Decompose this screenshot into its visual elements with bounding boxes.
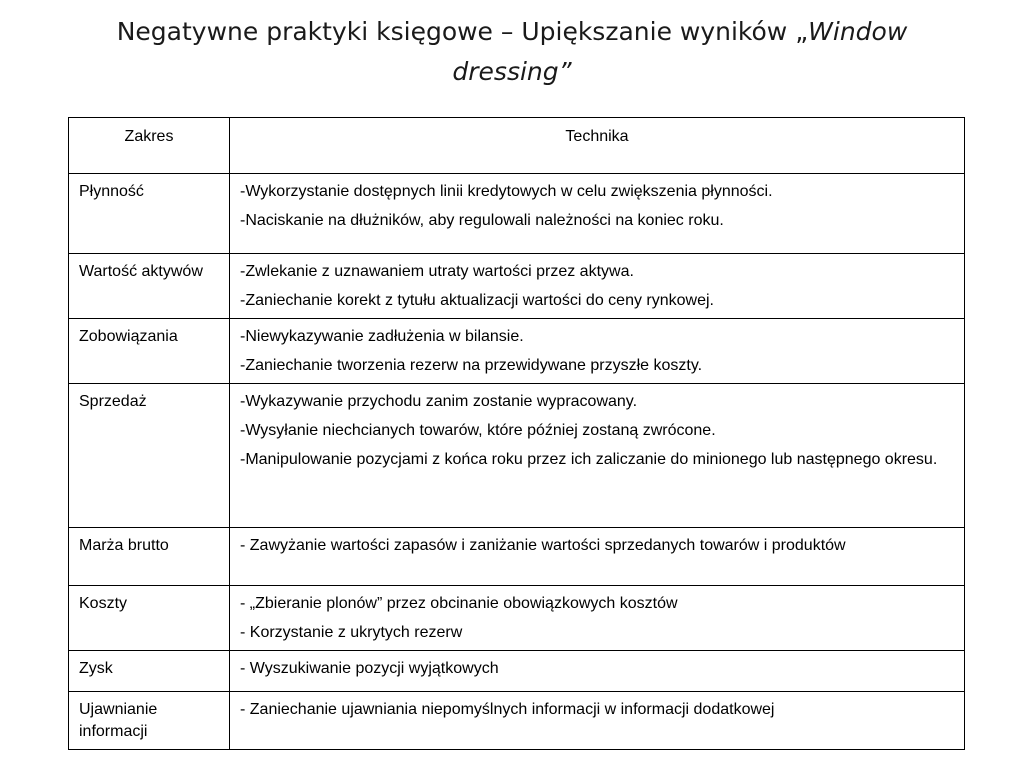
technique-line: -Zwlekanie z uznawaniem utraty wartości przez aktywa.	[240, 263, 634, 280]
scope-cell: Marża brutto	[69, 528, 230, 586]
page-title	[60, 12, 964, 92]
technique-cell	[230, 586, 965, 651]
table-row	[69, 319, 965, 384]
table-row	[69, 586, 965, 651]
technique-line: - Zawyżanie wartości zapasów i zaniżanie wartości sprzedanych towarów i produktów	[240, 537, 846, 554]
technique-line: -Naciskanie na dłużników, aby regulowali należności na koniec roku.	[240, 212, 724, 229]
technique-line: - „Zbieranie plonów” przez obcinanie obowiązkowych kosztów	[240, 595, 678, 612]
scope-cell: Ujawnianie informacji	[69, 692, 230, 750]
table-row	[69, 174, 965, 254]
technique-line: -Manipulowanie pozycjami z końca roku przez ich zaliczanie do minionego lub następnego okresu.	[240, 451, 938, 468]
title-main: Negatywne praktyki księgowe – Upiększanie wyników „	[116, 17, 809, 46]
technique-line: - Korzystanie z ukrytych rezerw	[240, 624, 463, 641]
technique-line: - Zaniechanie ujawniania niepomyślnych informacji w informacji dodatkowej	[240, 701, 775, 718]
technique-cell	[230, 319, 965, 384]
table-header-row	[69, 118, 965, 174]
table-row	[69, 692, 965, 750]
header-scope: Zakres	[69, 118, 230, 174]
technique-cell	[230, 174, 965, 254]
practices-table	[68, 117, 965, 750]
technique-line: -Wysyłanie niechcianych towarów, które później zostaną zwrócone.	[240, 422, 716, 439]
title-italic: Window dressing”	[452, 17, 908, 86]
table-row	[69, 651, 965, 692]
table-row	[69, 528, 965, 586]
technique-line: -Wykazywanie przychodu zanim zostanie wypracowany.	[240, 393, 638, 410]
scope-cell: Płynność	[69, 174, 230, 254]
technique-cell	[230, 651, 965, 692]
table-row	[69, 384, 965, 528]
technique-cell	[230, 384, 965, 528]
scope-cell: Zysk	[69, 651, 230, 692]
table-row	[69, 254, 965, 319]
scope-cell: Zobowiązania	[69, 319, 230, 384]
scope-cell: Koszty	[69, 586, 230, 651]
technique-cell	[230, 254, 965, 319]
technique-line: -Wykorzystanie dostępnych linii kredytowych w celu zwiększenia płynności.	[240, 183, 773, 200]
scope-cell: Sprzedaż	[69, 384, 230, 528]
technique-cell	[230, 528, 965, 586]
technique-line: -Niewykazywanie zadłużenia w bilansie.	[240, 328, 524, 345]
technique-line: -Zaniechanie korekt z tytułu aktualizacji wartości do ceny rynkowej.	[240, 292, 714, 309]
header-technique: Technika	[230, 118, 965, 174]
technique-line: - Wyszukiwanie pozycji wyjątkowych	[240, 660, 499, 677]
scope-cell: Wartość aktywów	[69, 254, 230, 319]
technique-line: -Zaniechanie tworzenia rezerw na przewidywane przyszłe koszty.	[240, 357, 703, 374]
technique-cell	[230, 692, 965, 750]
